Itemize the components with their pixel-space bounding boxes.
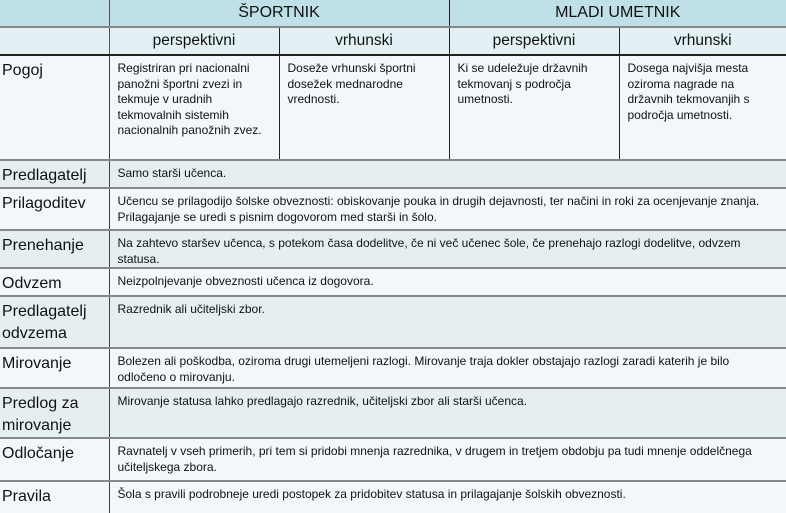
header-row-subheaders (0, 27, 786, 55)
row-text: Na zahtevo staršev učenca, s potekom časa dodelitve, če ni več učenec šole, če prenehajo razlogi dodelitve, odvzem statusa. (109, 230, 786, 268)
row-text: Samo starši učenca. (109, 160, 786, 188)
row-label: Odvzem (0, 268, 109, 296)
row-label: Predlagatelj odvzema (0, 296, 109, 348)
table-row-odvzem (0, 268, 786, 296)
header-row-groups (0, 0, 786, 27)
subheader-sport-vrhunski: vrhunski (279, 27, 449, 55)
row-text: Ravnatelj v vseh primerih, pri tem si pridobi mnenja razrednika, v drugem in tretjem obdobju pa tudi mnenje oddelčnega učiteljskega zbora. (109, 438, 786, 481)
cell-umet-vrhunski: Dosega najvišja mesta oziroma nagrade na državnih tekmovanjih s področja umetnosti. (619, 55, 786, 160)
row-label: Prenehanje (0, 230, 109, 268)
cell-sport-perspektivni: Registriran pri nacionalni panožni športni zvezi in tekmuje v uradnih tekmovalnih sistemih nacionalnih panožnih zvez. (109, 55, 279, 160)
row-label: Predlog za mirovanje (0, 388, 109, 438)
table-row-pogoj (0, 55, 786, 160)
group-header-sportnik: ŠPORTNIK (109, 0, 449, 27)
row-label: Prilagoditev (0, 188, 109, 230)
group-header-mladi-umetnik: MLADI UMETNIK (449, 0, 786, 27)
corner-cell (0, 0, 109, 27)
table-row-prenehanje (0, 230, 786, 268)
table-row-prilagoditev (0, 188, 786, 230)
cell-sport-vrhunski: Doseže vrhunski športni dosežek mednarodne vrednosti. (279, 55, 449, 160)
row-text: Učencu se prilagodijo šolske obveznosti: obiskovanje pouka in drugih dejavnosti, ter načini in roki za ocenjevanje znanja. Prilagajanje se uredi s pisnim dogovorom med starši in šolo. (109, 188, 786, 230)
subheader-umet-perspektivni: perspektivni (449, 27, 619, 55)
row-text: Neizpolnjevanje obveznosti učenca iz dogovora. (109, 268, 786, 296)
subheader-umet-vrhunski: vrhunski (619, 27, 786, 55)
row-label: Predlagatelj (0, 160, 109, 188)
table-row-predlog-za-mirovanje (0, 388, 786, 438)
table-row-mirovanje (0, 348, 786, 388)
subheader-sport-perspektivni: perspektivni (109, 27, 279, 55)
row-label: Pogoj (0, 55, 109, 160)
corner-cell (0, 27, 109, 55)
table-row-predlagatelj (0, 160, 786, 188)
table-row-predlagatelj-odvzema (0, 296, 786, 348)
table-row-pravila (0, 481, 786, 513)
table-row-odlocanje (0, 438, 786, 481)
cell-umet-perspektivni: Ki se udeležuje državnih tekmovanj s področja umetnosti. (449, 55, 619, 160)
row-label: Mirovanje (0, 348, 109, 388)
row-text: Šola s pravili podrobneje uredi postopek za pridobitev statusa in prilagajanje šolskih obveznosti. (109, 481, 786, 513)
row-text: Razrednik ali učiteljski zbor. (109, 296, 786, 348)
row-text: Mirovanje statusa lahko predlagajo razrednik, učiteljski zbor ali starši učenca. (109, 388, 786, 438)
row-label: Odločanje (0, 438, 109, 481)
row-label: Pravila (0, 481, 109, 513)
row-text: Bolezen ali poškodba, oziroma drugi utemeljeni razlogi. Mirovanje traja dokler obstajajo razlogi zaradi katerih je bilo odločeno o mirovanju. (109, 348, 786, 388)
